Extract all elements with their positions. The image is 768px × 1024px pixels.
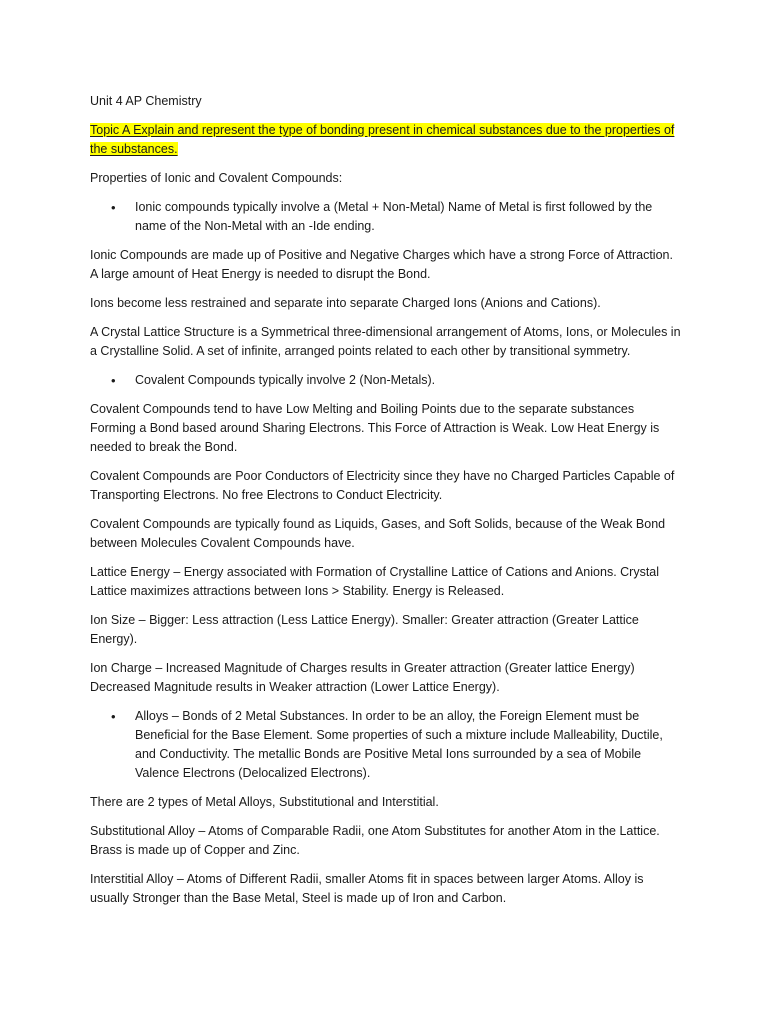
paragraph: Covalent Compounds are typically found as Liquids, Gases, and Soft Solids, because of the Weak Bond between Molecules Covalent Compounds have. bbox=[90, 517, 666, 550]
paragraph: Ion Size – Bigger: Less attraction (Less Lattice Energy). Smaller: Greater attraction (Greater Lattice Energy). bbox=[90, 613, 639, 646]
paragraph: Covalent Compounds are Poor Conductors of Electricity since they have no Charged Particles Capable of Transporting Electrons. No free Electrons to Conduct Electricity. bbox=[90, 469, 675, 502]
topic-heading bbox=[90, 121, 682, 159]
topic-highlight-text: Topic A Explain and represent the type of bonding present in chemical substances due to the properties of the substances. bbox=[90, 123, 675, 156]
paragraph: A Crystal Lattice Structure is a Symmetrical three-dimensional arrangement of Atoms, Ions, or Molecules in a Crystalline Solid. A set of infinite, arranged points related to each other by transitional symmetry. bbox=[90, 325, 681, 358]
bullet-dot-icon: • bbox=[111, 373, 116, 388]
paragraph: Ion Charge – Increased Magnitude of Charges results in Greater attraction (Greater lattice Energy) Decreased Magnitude results in Weaker attraction (Lower Lattice Energy). bbox=[90, 661, 635, 694]
paragraph: Covalent Compounds tend to have Low Melting and Boiling Points due to the separate substances Forming a Bond based around Sharing Electrons. This Force of Attraction is Weak. Low Heat Energy is needed to break the Bond. bbox=[90, 402, 660, 454]
paragraph: Ionic Compounds are made up of Positive and Negative Charges which have a strong Force of Attraction. A large amount of Heat Energy is needed to disrupt the Bond. bbox=[90, 248, 673, 281]
paragraph: Interstitial Alloy – Atoms of Different Radii, smaller Atoms fit in spaces between larger Atoms. Alloy is usually Stronger than the Base Metal, Steel is made up of Iron and Carbon. bbox=[90, 872, 644, 905]
paragraph: Lattice Energy – Energy associated with Formation of Crystalline Lattice of Cations and Anions. Crystal Lattice maximizes attractions between Ions > Stability. Energy is Released. bbox=[90, 565, 660, 598]
bullet-text: Covalent Compounds typically involve 2 (Non-Metals). bbox=[135, 373, 436, 387]
paragraph: There are 2 types of Metal Alloys, Substitutional and Interstitial. bbox=[90, 795, 439, 809]
bullet-item bbox=[90, 371, 682, 390]
document-title: Unit 4 AP Chemistry bbox=[90, 94, 202, 108]
document-page bbox=[90, 92, 682, 918]
bullet-item bbox=[90, 707, 682, 783]
bullet-dot-icon: • bbox=[111, 200, 116, 215]
bullet-dot-icon: • bbox=[111, 709, 116, 724]
paragraph: Substitutional Alloy – Atoms of Comparable Radii, one Atom Substitutes for another Atom in the Lattice. Brass is made up of Copper and Zinc. bbox=[90, 824, 660, 857]
paragraph: Properties of Ionic and Covalent Compounds: bbox=[90, 171, 343, 185]
paragraph: Ions become less restrained and separate into separate Charged Ions (Anions and Cations). bbox=[90, 296, 601, 310]
bullet-text: Alloys – Bonds of 2 Metal Substances. In order to be an alloy, the Foreign Element must be Beneficial for the Base Element. Some properties of such a mixture include Malleability, Ductile, and Conductivity. The metallic Bonds are Positive Metal Ions surrounded by a sea of Mobile Valence Electrons (Delocalized Electrons). bbox=[135, 709, 663, 780]
bullet-text: Ionic compounds typically involve a (Metal + Non-Metal) Name of Metal is first followed by the name of the Non-Metal with an -Ide ending. bbox=[135, 200, 653, 233]
bullet-item bbox=[90, 198, 682, 236]
